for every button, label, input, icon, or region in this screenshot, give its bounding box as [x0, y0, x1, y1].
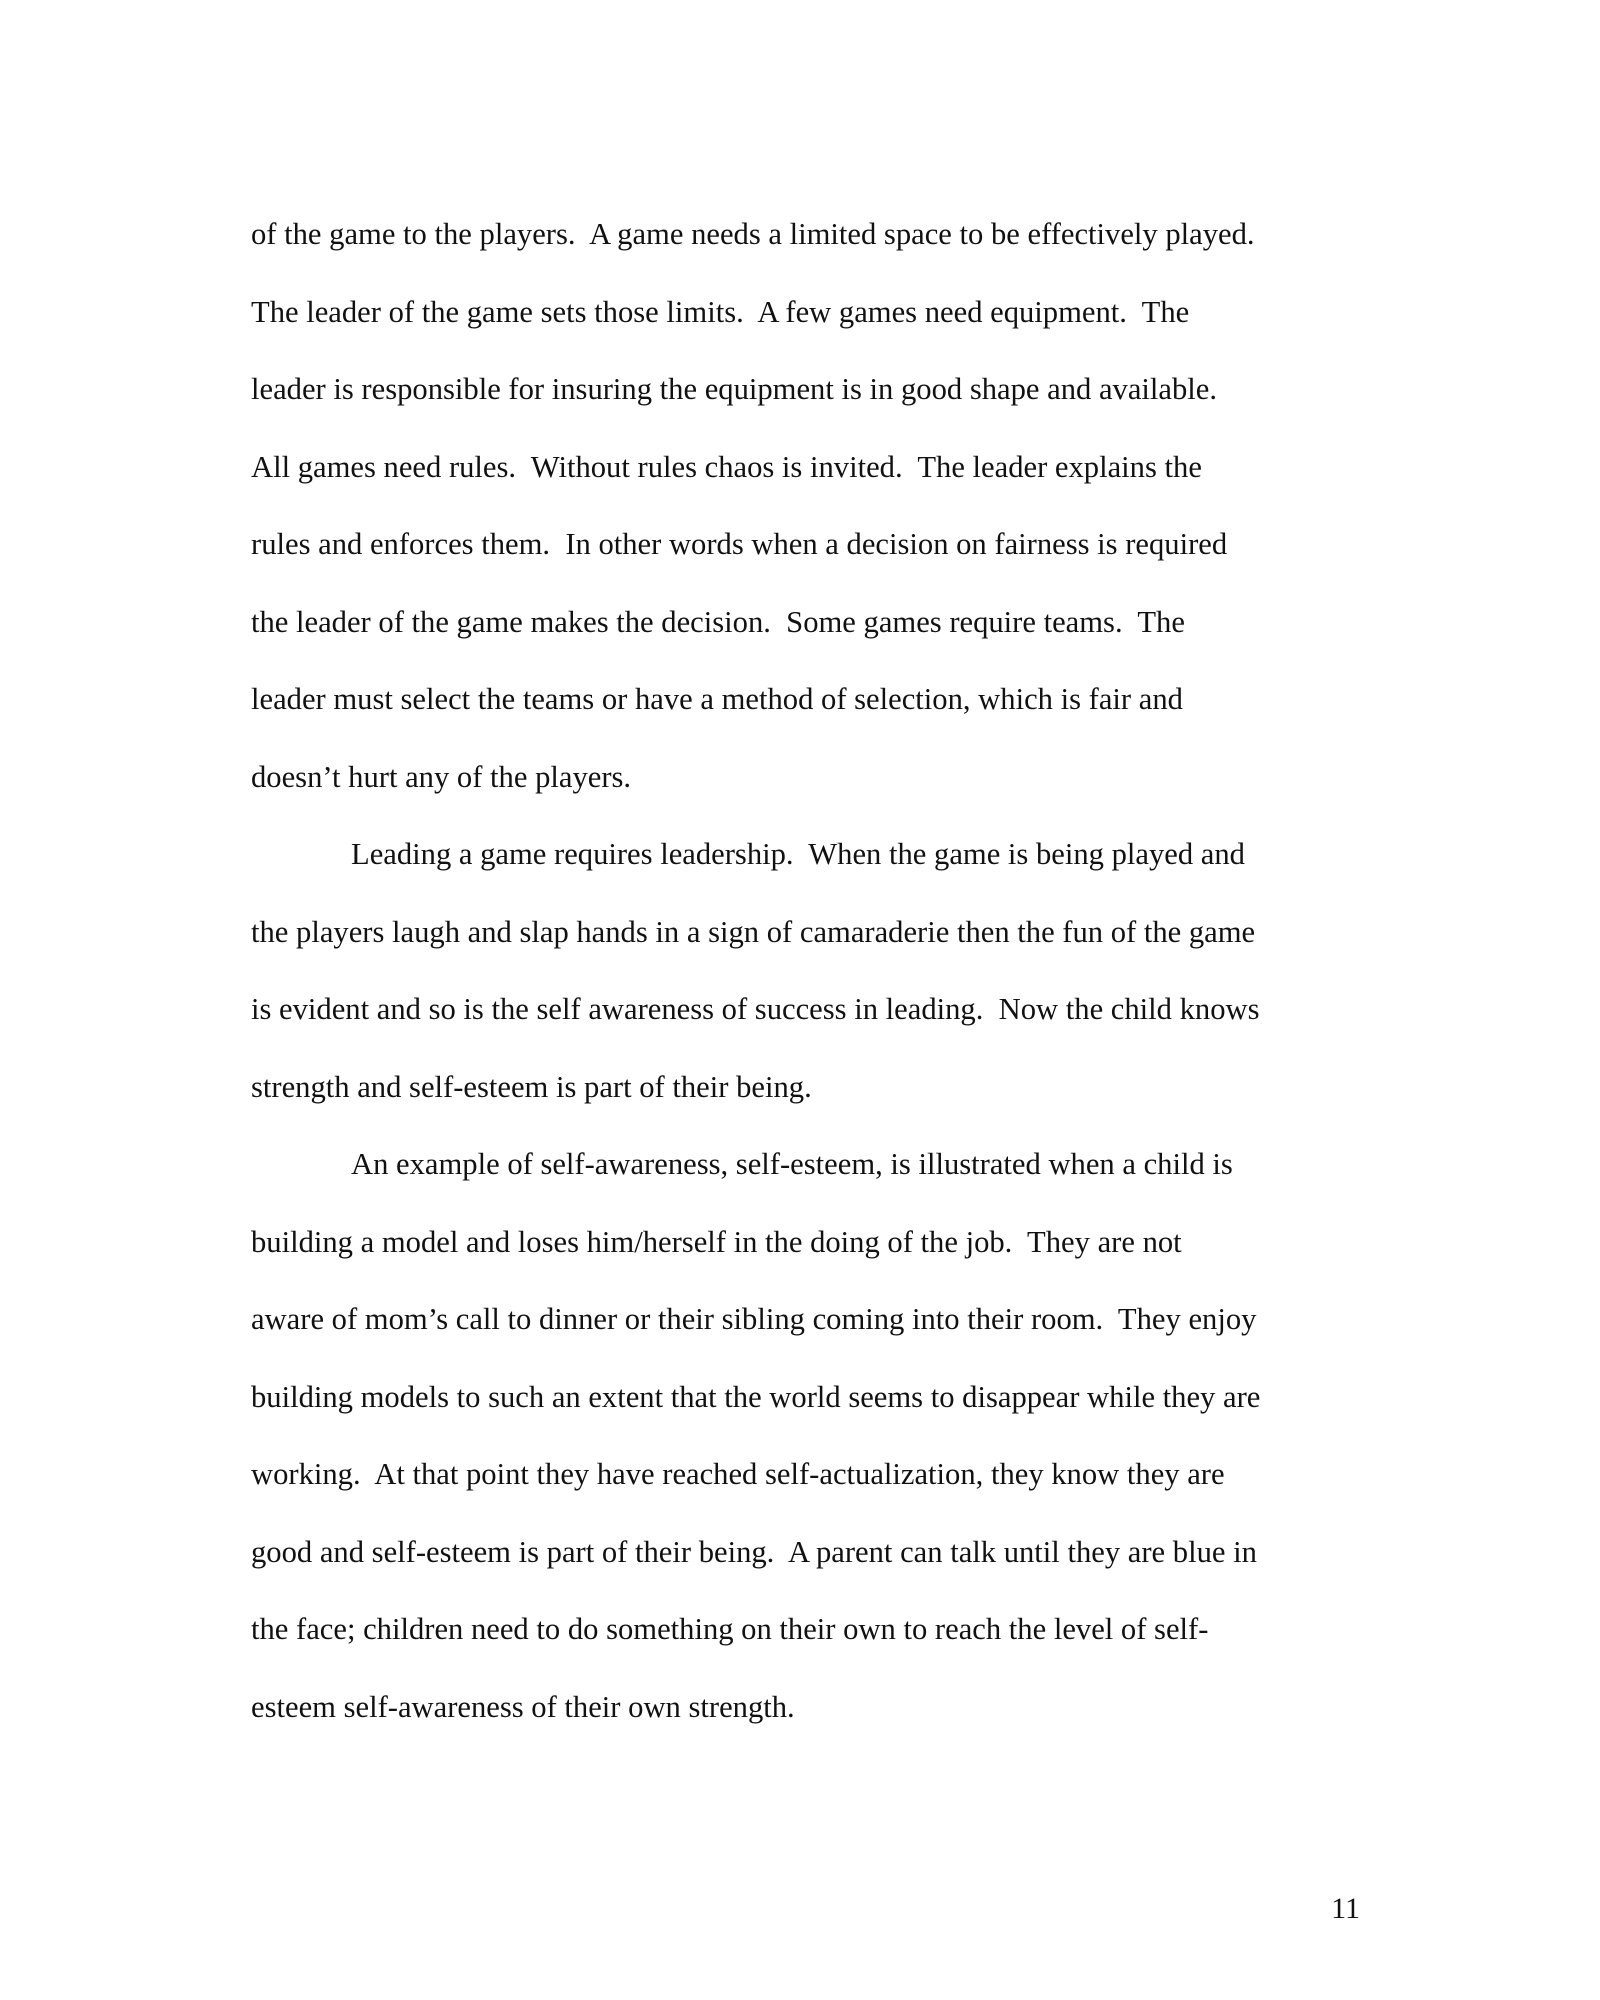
text-line: building models to such an extent that the world seems to disappear while they are	[251, 1379, 1261, 1414]
page-number: 11	[1331, 1892, 1360, 1925]
body-text	[251, 196, 1367, 1746]
text-line: the players laugh and slap hands in a sign of camaraderie then the fun of the game	[251, 914, 1256, 949]
text-line: leader must select the teams or have a method of selection, which is fair and	[251, 682, 1183, 716]
text-line: The leader of the game sets those limits. A few games need equipment. The	[251, 294, 1190, 329]
text-line: All games need rules. Without rules chaos is invited. The leader explains the	[251, 449, 1202, 484]
text-line: leader is responsible for insuring the equipment is in good shape and available.	[251, 372, 1218, 406]
text-line: esteem self-awareness of their own strength.	[251, 1689, 795, 1724]
text-line: the face; children need to do something on their own to reach the level of self-	[251, 1612, 1209, 1646]
text-line: working. At that point they have reached self-actualization, they know they are	[251, 1457, 1225, 1491]
text-line: building a model and loses him/herself in the doing of the job. They are not	[251, 1224, 1182, 1259]
text-line: is evident and so is the self awareness of success in leading. Now the child knows	[251, 992, 1260, 1026]
text-line: Leading a game requires leadership. When the game is being played and	[351, 837, 1245, 871]
text-line: of the game to the players. A game needs a limited space to be effectively played.	[251, 217, 1255, 251]
text-line: rules and enforces them. In other words when a decision on fairness is required	[251, 527, 1228, 561]
text-line: doesn’t hurt any of the players.	[251, 759, 632, 794]
text-line: An example of self-awareness, self-esteem, is illustrated when a child is	[351, 1147, 1233, 1181]
text-line: the leader of the game makes the decision. Some games require teams. The	[251, 604, 1185, 639]
text-line: aware of mom’s call to dinner or their sibling coming into their room. They enjoy	[251, 1302, 1257, 1336]
text-line: strength and self-esteem is part of their being.	[251, 1069, 812, 1104]
text-line: good and self-esteem is part of their being. A parent can talk until they are blue in	[251, 1534, 1257, 1569]
